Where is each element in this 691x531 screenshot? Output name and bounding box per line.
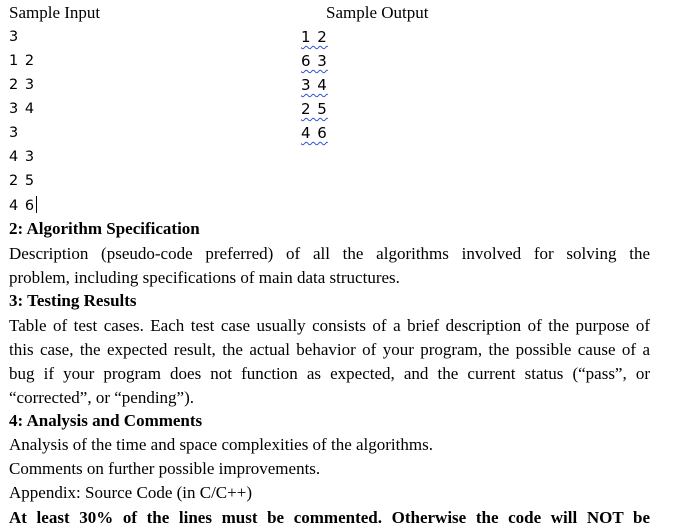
sample-output-line: 2 5 [301, 100, 328, 118]
sample-input-label: Sample Input [9, 3, 101, 22]
paragraph-line: Comments on further possible improvements. [9, 459, 321, 478]
sample-input-line: 4 3 [9, 149, 36, 165]
section-heading-testing: 3: Testing Results [9, 291, 137, 310]
sample-input-line: 3 4 [9, 101, 36, 117]
paragraph-line: “corrected”, or “pending”). [9, 388, 194, 407]
sample-output-line: 3 4 [301, 76, 328, 94]
paragraph-line: Analysis of the time and space complexities of the algorithms. [9, 435, 433, 454]
sample-output-line: 1 2 [301, 28, 328, 46]
paragraph-line: this case, the expected result, the actual behavior of your program, the possible cause of a [9, 340, 650, 359]
paragraph-line: Description (pseudo-code preferred) of all the algorithms involved for solving the [9, 244, 650, 263]
appendix-bold-line: At least 30% of the lines must be commented. Otherwise the code will NOT be [9, 508, 650, 527]
paragraph-line: Table of test cases. Each test case usually consists of a brief description of the purpose of [9, 316, 650, 335]
text-cursor [36, 196, 37, 213]
sample-input-line: 2 3 [9, 77, 36, 93]
section-heading-analysis: 4: Analysis and Comments [9, 411, 203, 430]
paragraph-line: problem, including specifications of main data structures. [9, 268, 400, 287]
sample-input-line: 2 5 [9, 173, 36, 189]
sample-input-line: 4 6 [9, 198, 36, 214]
appendix-line: Appendix: Source Code (in C/C++) [9, 483, 252, 502]
sample-input-line: 3 [9, 29, 20, 45]
sample-output-label: Sample Output [326, 3, 429, 22]
paragraph-line: bug if your program does not function as expected, and the current status (“pass”, or [9, 364, 650, 383]
sample-input-last-row[interactable] [9, 194, 37, 217]
sample-input-line: 1 2 [9, 53, 36, 69]
sample-output-line: 4 6 [301, 124, 328, 142]
section-heading-algorithm: 2: Algorithm Specification [9, 219, 200, 238]
sample-input-line: 3 [9, 125, 20, 141]
sample-output-line: 6 3 [301, 52, 328, 70]
